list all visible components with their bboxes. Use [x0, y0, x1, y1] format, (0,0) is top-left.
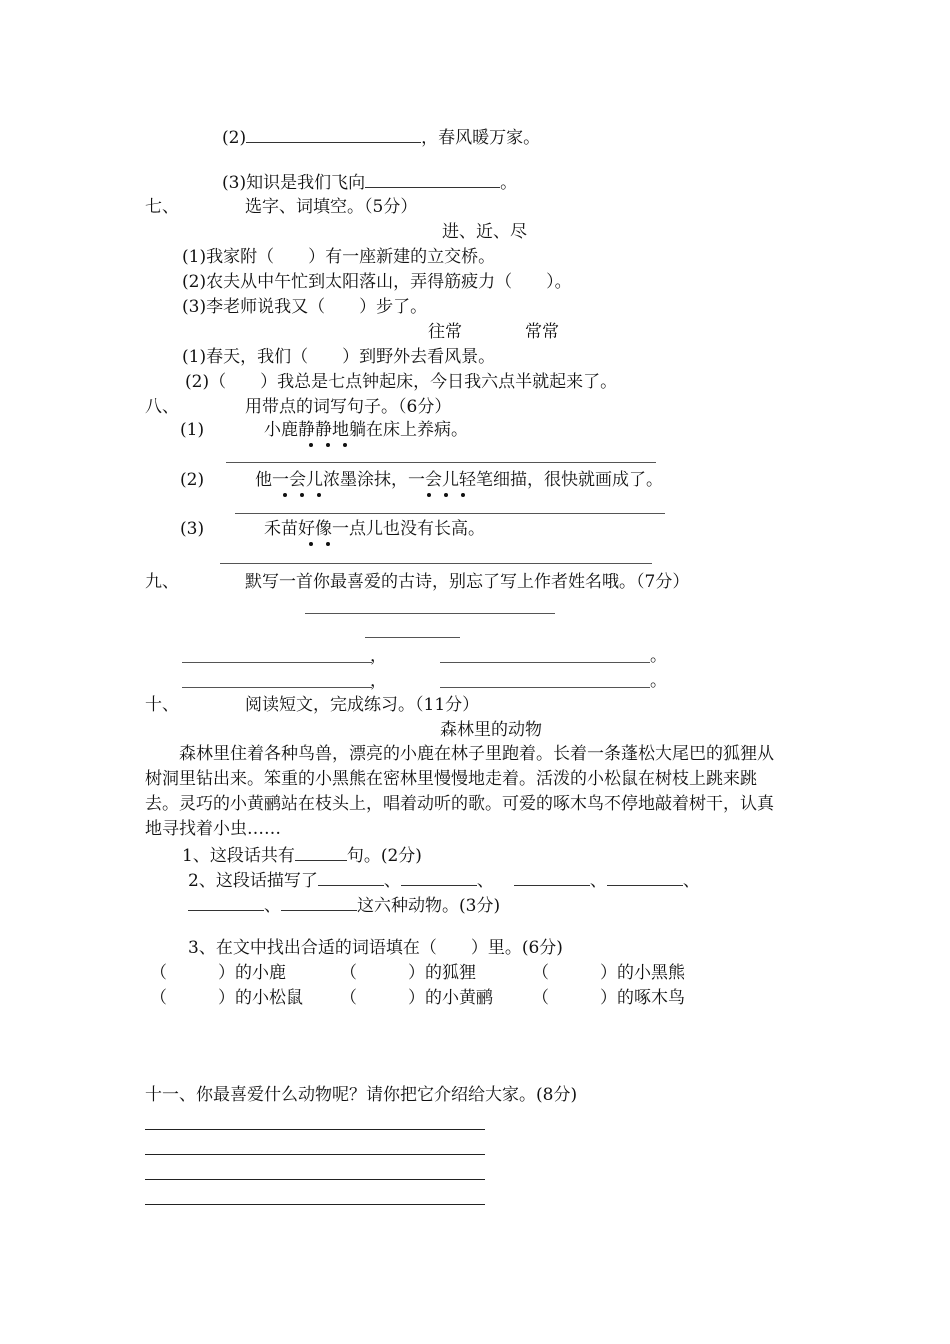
q10-passage-title: 森林里的动物: [440, 720, 542, 740]
emphasis-dot: [326, 443, 330, 447]
q8-item3-text: 禾苗好像一点儿也没有长高。: [264, 519, 485, 539]
q10-sub2-blank-3[interactable]: [514, 869, 590, 886]
emphasis-dot: [427, 493, 431, 497]
q9-line2-a[interactable]: [182, 687, 372, 688]
q9-author-line[interactable]: [365, 637, 460, 638]
q9-line1-b[interactable]: [440, 662, 650, 663]
q6-item2-blank[interactable]: [246, 126, 421, 143]
q7-item3: (3)李老师说我又（ ）步了。: [182, 297, 428, 317]
q10-sub3: 3、在文中找出合适的词语填在（ ）里。(6分): [188, 938, 563, 958]
emphasis-dot: [461, 493, 465, 497]
q8-item2-text: 他一会儿浓墨涂抹，一会儿轻笔细描，很快就画成了。: [255, 470, 663, 490]
emphasis-dot: [343, 443, 347, 447]
q9-period-2: 。: [650, 671, 667, 691]
q7-item5: (2)（ ）我总是七点钟起床，今日我六点半就起来了。: [185, 372, 618, 392]
q9-comma-2: ，: [370, 671, 387, 691]
q8-item1-text: 小鹿静静地躺在床上养病。: [264, 420, 468, 440]
q11-answer-line-4[interactable]: [145, 1204, 485, 1205]
q10-sub2-blank-6[interactable]: [281, 894, 357, 911]
q6-item2: (2) ，春风暖万家。: [222, 128, 541, 148]
emphasis-dot: [309, 443, 313, 447]
q10-fill-6: （ ）的啄木鸟: [532, 988, 685, 1008]
q11-answer-line-3[interactable]: [145, 1179, 485, 1180]
q7-choices1: 进、近、尽: [442, 222, 527, 242]
q11-answer-line-1[interactable]: [145, 1129, 485, 1130]
q10-sub2-blank-5[interactable]: [188, 894, 264, 911]
q6-item3: (3)知识是我们飞向 。: [222, 173, 518, 193]
emphasis-dot: [317, 493, 321, 497]
q7-choice2a: 往常: [428, 322, 462, 342]
q11-answer-line-2[interactable]: [145, 1154, 485, 1155]
q8-item2-answer-line[interactable]: [235, 513, 665, 514]
q9-line1-a[interactable]: [182, 662, 372, 663]
q10-number: 十、: [145, 695, 179, 715]
q8-title: 用带点的词写句子。（6分）: [245, 397, 452, 417]
q9-comma-1: ，: [370, 646, 387, 666]
q6-item3-blank[interactable]: [365, 171, 500, 188]
q7-item1: (1)我家附（ ）有一座新建的立交桥。: [182, 247, 496, 267]
q10-fill-1: （ ）的小鹿: [150, 963, 286, 983]
q10-sub1-blank[interactable]: [295, 844, 347, 861]
emphasis-dot: [283, 493, 287, 497]
q10-passage: 森林里住着各种鸟兽，漂亮的小鹿在林子里跑着。长着一条蓬松大尾巴的狐狸从树洞里钻出来。笨重的小黑熊在密林里慢慢地走着。活泼的小松鼠在树枝上跳来跳去。灵巧的小黄鹂站在枝头上，唱着动听的歌。可爱的啄木鸟不停地敲着树干，认真地寻找着小虫……: [145, 744, 774, 839]
q8-item3-answer-line[interactable]: [220, 563, 652, 564]
emphasis-dot: [309, 542, 313, 546]
q7-item2: (2)农夫从中午忙到太阳落山，弄得筋疲力（ ）。: [182, 272, 572, 292]
q10-fill-2: （ ）的狐狸: [340, 963, 476, 983]
q8-number: 八、: [145, 397, 179, 417]
q9-number: 九、: [145, 572, 179, 592]
q8-item3-num: (3): [180, 519, 205, 539]
q7-choice2b: 常常: [525, 322, 559, 342]
q11-title: 十一、你最喜爱什么动物呢？请你把它介绍给大家。(8分): [145, 1085, 578, 1105]
q10-sub2-blank-2[interactable]: [401, 869, 477, 886]
q9-line2-b[interactable]: [440, 687, 650, 688]
q9-poem-title-line[interactable]: [305, 613, 555, 614]
q10-fill-3: （ ）的小黑熊: [532, 963, 685, 983]
q10-fill-5: （ ）的小黄鹂: [340, 988, 493, 1008]
q7-item4: (1)春天，我们（ ）到野外去看风景。: [182, 347, 496, 367]
q8-item1-answer-line[interactable]: [226, 462, 656, 463]
q8-item2-num: (2): [180, 470, 205, 490]
emphasis-dot: [444, 493, 448, 497]
q10-sub2-blank-1[interactable]: [318, 869, 384, 886]
q10-sub2-blank-4[interactable]: [607, 869, 683, 886]
q7-number: 七、: [145, 197, 179, 217]
q10-fill-4: （ ）的小松鼠: [150, 988, 303, 1008]
q10-sub2-line2: 、 这六种动物。(3分): [188, 894, 500, 917]
emphasis-dot: [300, 493, 304, 497]
q10-title: 阅读短文，完成练习。（11分）: [245, 695, 480, 715]
q10-sub1: 1、这段话共有 句。(2分): [182, 846, 422, 866]
q7-title: 选字、词填空。（5分）: [245, 197, 418, 217]
emphasis-dot: [326, 542, 330, 546]
q8-item1-num: (1): [180, 420, 205, 440]
q9-period-1: 。: [650, 646, 667, 666]
q10-sub2-line1: 2、这段话描写了 、 、 、 、: [188, 871, 700, 891]
q9-title: 默写一首你最喜爱的古诗，别忘了写上作者姓名哦。（7分）: [245, 572, 690, 592]
